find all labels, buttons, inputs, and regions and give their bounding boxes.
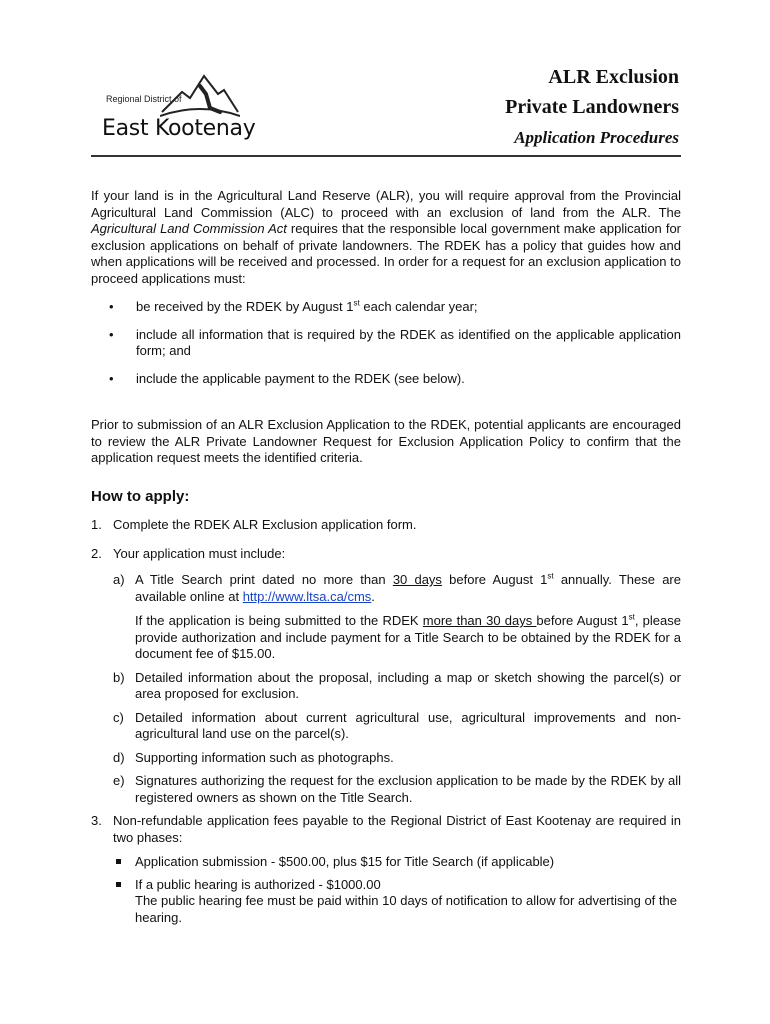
intro-text-1: If your land is in the Agricultural Land Reserve (ALR), you will require approval from the Provincial Agricultural Land Commission (ALC) to proceed with an exclusion of land from the ALR. The <box>91 188 681 220</box>
subtitle: Application Procedures <box>514 128 679 147</box>
intro-paragraph <box>91 188 681 287</box>
fee-2-text: If a public hearing is authorized - $1000.00 <box>135 876 381 892</box>
sub-b-text: Detailed information about the proposal, including a map or sketch showing the parcel(s) or area proposed for exclusion. <box>135 669 681 701</box>
list-item <box>113 854 681 871</box>
fee-1-text: Application submission - $500.00, plus $15 for Title Search (if applicable) <box>135 854 555 869</box>
underlined-text: 30 days <box>392 572 442 587</box>
sub-item-b <box>113 670 681 703</box>
step-2-text: Your application must include: <box>113 545 286 561</box>
list-item <box>91 299 681 316</box>
sub-item-d <box>113 750 681 767</box>
requirements-list <box>91 299 681 387</box>
step-3-text: Non-refundable application fees payable to the Regional District of East Kootenay are required in two phases: <box>113 813 681 845</box>
requirement-3-text: include the applicable payment to the RDEK (see below). <box>136 370 465 386</box>
sub-a-mid: before August 1 <box>441 572 548 587</box>
ltsa-link[interactable]: http://www.ltsa.ca/cms <box>242 588 372 604</box>
square-bullet-icon <box>116 882 121 887</box>
sub-a-extra <box>135 613 681 663</box>
bullet-icon: • <box>109 299 114 314</box>
step-number: 3. <box>91 813 102 828</box>
logo-small-text: Regional District of <box>106 94 182 104</box>
sub-letter: d) <box>113 749 125 765</box>
sub-letter: c) <box>113 709 124 725</box>
header-divider <box>91 155 681 157</box>
bullet-icon: • <box>109 326 114 342</box>
prior-paragraph: Prior to submission of an ALR Exclusion Application to the RDEK, potential applicants are encouraged to review the ALR Private Landowner Request for Exclusion Application Policy to confirm that the application request meets the identified criteria. <box>91 417 681 465</box>
step-2-sublist <box>91 572 681 806</box>
sub-c-text: Detailed information about current agricultural use, agricultural improvements and non-agricultural land use on the parcel(s). <box>135 709 681 741</box>
step-2 <box>91 546 681 563</box>
step-number: 2. <box>91 545 102 561</box>
sub-letter: b) <box>113 669 125 685</box>
title-line-2: Private Landowners <box>505 96 679 118</box>
sub-a-end: . <box>371 588 375 604</box>
sub-a-extra-mid: before August 1 <box>536 613 629 628</box>
sub-a-text: A Title Search print dated no more than <box>135 572 393 587</box>
document-body <box>91 188 681 932</box>
sub-item-e <box>113 773 681 806</box>
list-item <box>91 371 681 388</box>
underlined-text: more than 30 days <box>422 613 537 628</box>
requirement-1-text: be received by the RDEK by August 1 <box>136 299 354 314</box>
sub-item-c <box>113 710 681 743</box>
list-item <box>91 327 681 360</box>
step-3 <box>91 813 681 846</box>
sub-e-text: Signatures authorizing the request for the exclusion application to be made by the RDEK by all registered owners as shown on the Title Search. <box>135 773 681 805</box>
bullet-icon: • <box>109 370 114 386</box>
sub-item-a <box>113 572 681 663</box>
requirement-1-tail: each calendar year; <box>359 299 478 314</box>
sub-a-extra-post: , please provide authorization and include payment for a Title Search to be obtained by the RDEK for a document fee of $15.00. <box>135 613 681 661</box>
title-line-1: ALR Exclusion <box>548 66 679 88</box>
step-1 <box>91 517 681 534</box>
superscript: st <box>628 612 635 622</box>
sub-a-post: annually. These are available online at <box>135 572 681 604</box>
sub-a-extra-text: If the application is being submitted to the RDEK <box>135 613 423 628</box>
title-block <box>505 62 679 153</box>
step-1-text: Complete the RDEK ALR Exclusion application form. <box>113 517 417 532</box>
rdek-logo <box>100 72 256 144</box>
superscript: st <box>353 298 360 308</box>
sub-d-text: Supporting information such as photographs. <box>135 749 394 765</box>
fee-list <box>91 854 681 926</box>
list-item <box>113 877 681 927</box>
sub-letter: e) <box>113 773 125 788</box>
sub-letter: a) <box>113 572 125 587</box>
intro-text-2: requires that the responsible local government make application for exclusion applications on behalf of private landowners. The RDEK has a policy that guides how and when applications will be received and processed. In order for a request for an exclusion application to proceed applications must: <box>91 221 681 286</box>
logo-large-text: East Kootenay <box>102 116 256 141</box>
act-name: Agricultural Land Commission Act <box>91 221 287 236</box>
fee-2-note: The public hearing fee must be paid within 10 days of notification to allow for advertising of the hearing. <box>135 893 677 925</box>
requirement-2-text: include all information that is required by the RDEK as identified on the applicable application form; and <box>136 326 681 358</box>
how-to-apply-heading: How to apply: <box>91 487 190 505</box>
square-bullet-icon <box>116 859 121 864</box>
superscript: st <box>547 571 554 581</box>
step-number: 1. <box>91 517 102 532</box>
